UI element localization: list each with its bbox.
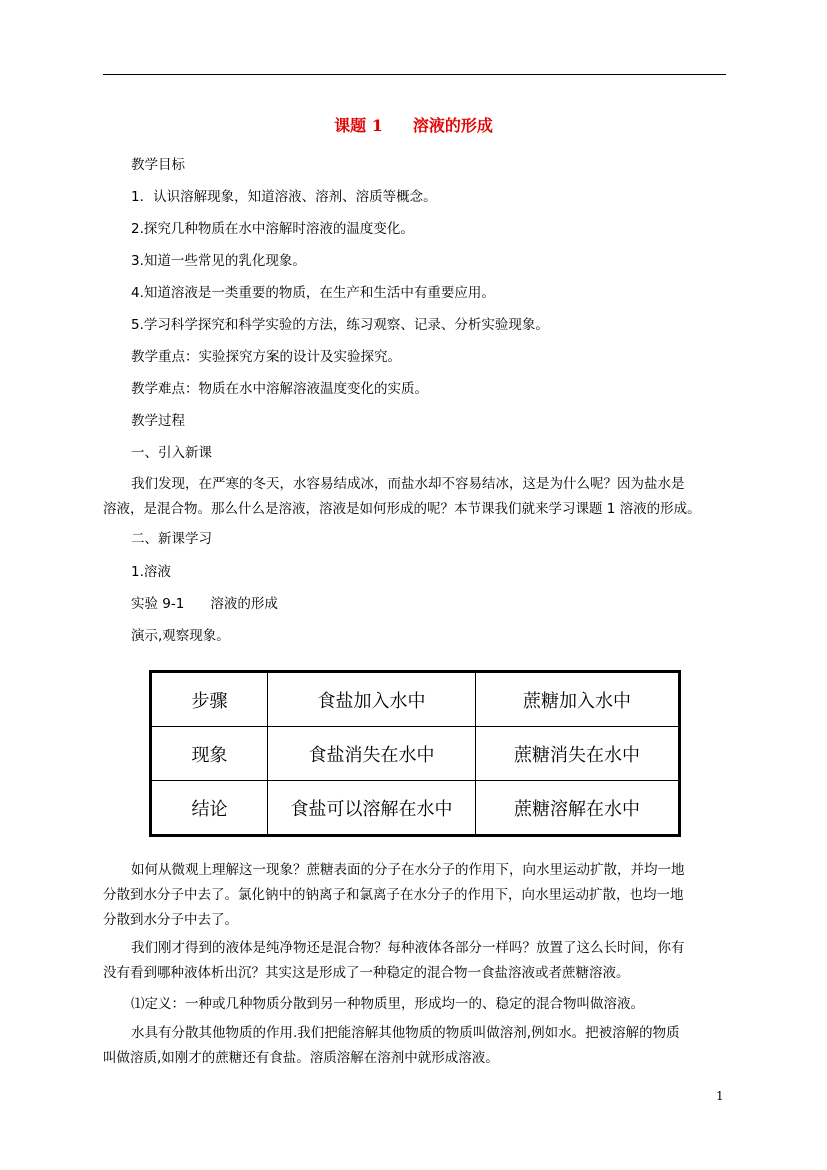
table-cell: 蔗糖加入水中 — [476, 672, 680, 727]
experiment-label: 实验 9-1 — [131, 596, 185, 612]
subsection-solution: 1.溶液 — [131, 564, 171, 580]
header-rule — [103, 74, 726, 75]
objective-item-1: 1．认识溶解现象，知道溶液、溶剂、溶质等概念。 — [131, 189, 437, 205]
solvent-line-1: 水具有分散其他物质的作用.我们把能溶解其他物质的物质叫做溶剂,例如水。把被溶解的物质 — [131, 1025, 680, 1041]
micro-line-3: 分散到水分子中去了。 — [103, 912, 238, 928]
micro-paragraph — [103, 858, 726, 933]
mixture-line-2: 没有看到哪种液体析出沉？其实这是形成了一种稳定的混合物一食盐溶液或者蔗糖溶液。 — [103, 965, 630, 981]
page-number: 1 — [716, 1089, 724, 1103]
experiment-line — [131, 594, 278, 614]
table-cell: 步骤 — [151, 672, 268, 727]
table-cell: 食盐消失在水中 — [268, 727, 476, 781]
table-row — [151, 727, 680, 781]
page-title — [0, 113, 827, 136]
definition-line: ⑴定义：一种或几种物质分散到另一种物质里，形成均一的、稳定的混合物叫做溶液。 — [131, 996, 644, 1012]
table-cell: 蔗糖消失在水中 — [476, 727, 680, 781]
table-cell: 结论 — [151, 781, 268, 836]
table-cell: 蔗糖溶解在水中 — [476, 781, 680, 836]
experiment-table — [149, 670, 681, 837]
objective-item-3: 3.知道一些常见的乳化现象。 — [131, 253, 306, 269]
objectives-heading: 教学目标 — [131, 157, 185, 173]
micro-line-1: 如何从微观上理解这一现象？蔗糖表面的分子在水分子的作用下，向水里运动扩散，并均一地 — [131, 862, 685, 878]
title-lesson-number: 课题 1 — [334, 116, 383, 135]
difficulty: 教学难点：物质在水中溶解溶液温度变化的实质。 — [131, 381, 428, 397]
objective-item-5: 5.学习科学探究和科学实验的方法，练习观察、记录、分析实验现象。 — [131, 317, 549, 333]
intro-paragraph — [103, 472, 726, 522]
micro-line-2: 分散到水分子中去了。氯化钠中的钠离子和氯离子在水分子的作用下，向水里运动扩散，也均一地 — [103, 887, 684, 903]
key-point: 教学重点：实验探究方案的设计及实验探究。 — [131, 349, 401, 365]
mixture-line-1: 我们刚才得到的液体是纯净物还是混合物？每种液体各部分一样吗？放置了这么长时间，你有 — [131, 940, 685, 956]
objective-item-2: 2.探究几种物质在水中溶解时溶液的温度变化。 — [131, 221, 414, 237]
solvent-line-2: 叫做溶质,如刚才的蔗糖还有食盐。溶质溶解在溶剂中就形成溶液。 — [103, 1050, 499, 1066]
mixture-paragraph — [103, 936, 726, 986]
intro-line-2: 溶液，是混合物。那么什么是溶液，溶液是如何形成的呢？本节课我们就来学习课题 1 溶液的形成。 — [103, 501, 701, 517]
section-new-heading: 二、新课学习 — [131, 531, 212, 547]
process-heading: 教学过程 — [131, 413, 185, 429]
table-cell: 食盐可以溶解在水中 — [268, 781, 476, 836]
intro-line-1: 我们发现，在严寒的冬天，水容易结成冰，而盐水却不容易结冰，这是为什么呢？因为盐水是 — [131, 476, 685, 492]
table-row — [151, 781, 680, 836]
objective-item-4: 4.知道溶液是一类重要的物质，在生产和生活中有重要应用。 — [131, 285, 495, 301]
table-row — [151, 672, 680, 727]
title-topic: 溶液的形成 — [412, 116, 493, 135]
solvent-paragraph — [103, 1021, 726, 1071]
experiment-title: 溶液的形成 — [210, 596, 278, 612]
table-cell: 现象 — [151, 727, 268, 781]
section-intro-heading: 一、引入新课 — [131, 445, 212, 461]
table-cell: 食盐加入水中 — [268, 672, 476, 727]
demo-line: 演示,观察现象。 — [131, 628, 230, 644]
